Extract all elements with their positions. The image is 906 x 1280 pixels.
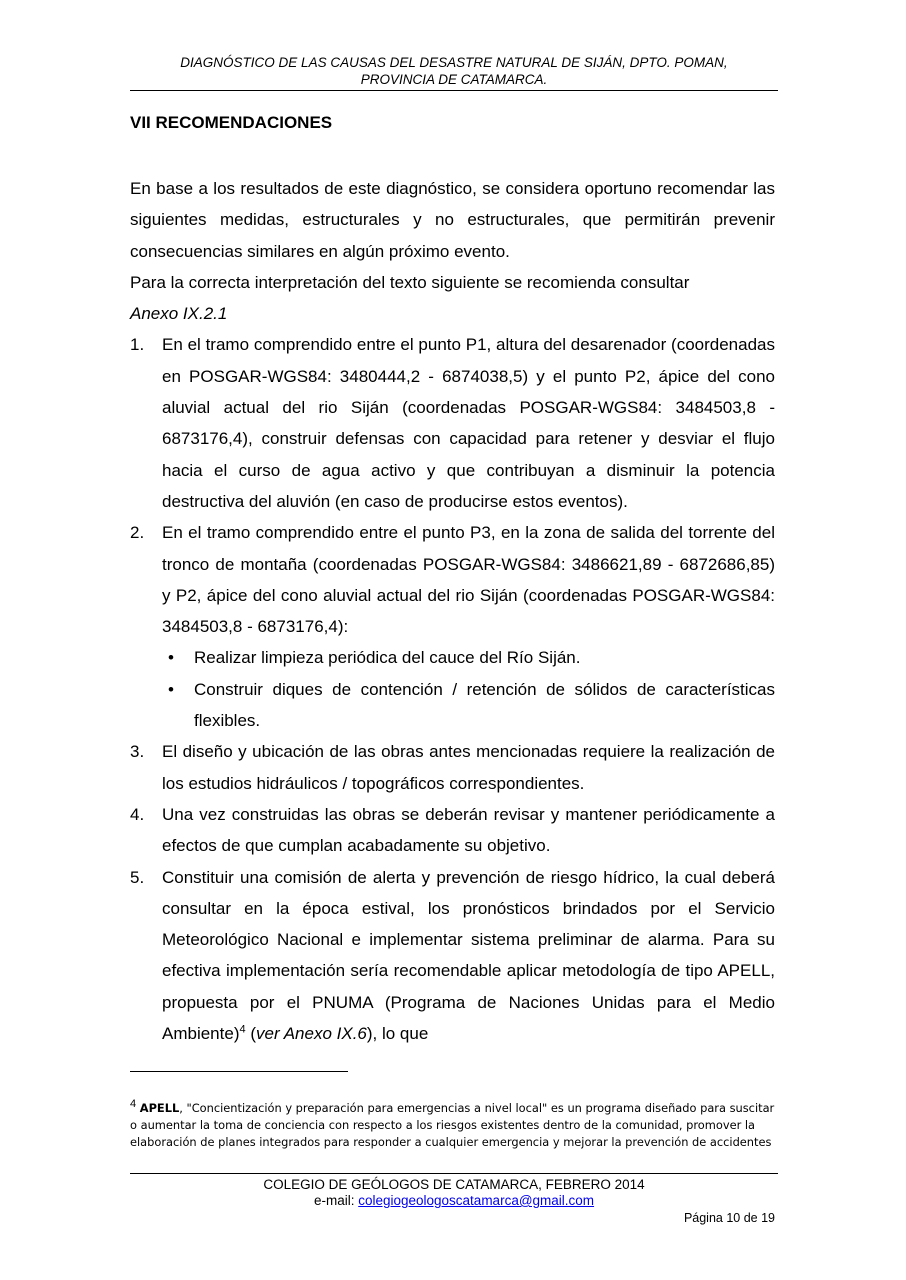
footer-divider xyxy=(130,1173,778,1174)
item-text-end: ), lo que xyxy=(366,1024,429,1044)
bullet-item xyxy=(162,674,775,737)
bullet-text: Construir diques de contención / retención de sólidos de características flexibles. xyxy=(194,679,775,731)
annex-reference-text: Para la correcta interpretación del texto siguiente se recomienda consultar xyxy=(130,272,690,292)
body-text xyxy=(130,173,775,1049)
item-text-cont: ( xyxy=(245,1024,256,1044)
bullet-list xyxy=(162,642,775,736)
section-title: VII RECOMENDACIONES xyxy=(130,113,333,132)
item-text: Constituir una comisión de alerta y prevención de riesgo hídrico, la cual deberá consultar en la época estival, los pronósticos brindados por el Servicio Meteorológico Nacional e implementar sistema preliminar de alarma. Para su efectiva implementación sería recomendable aplicar metodología de tipo APELL, propuesta por el PNUMA (Programa de Naciones Unidas para el Medio Ambiente) xyxy=(162,867,775,1044)
item-text: En el tramo comprendido entre el punto P3, en la zona de salida del torrente del tronco de montaña (coordenadas POSGAR-WGS84: 3486621,89 - 6872686,85) y P2, ápice del cono aluvial actual del rio Siján (coordenadas POSGAR-WGS84: 3484503,8 - 6873176,4): xyxy=(162,523,775,637)
footnote xyxy=(130,1100,775,1151)
page-footer xyxy=(130,1177,778,1209)
email-link[interactable]: colegiogeologoscatamarca@gmail.com xyxy=(358,1193,595,1208)
header-line-1: DIAGNÓSTICO DE LAS CAUSAS DEL DESASTRE NATURAL DE SIJÁN, DPTO. POMAN, xyxy=(180,55,728,70)
bullet-icon: • xyxy=(168,679,174,699)
intro-paragraph: En base a los resultados de este diagnóstico, se considera oportuno recomendar las siguientes medidas, estructurales y no estructurales, que permitirán prevenir consecuencias similares en algún próximo evento. xyxy=(130,179,775,261)
footnote-number: 4 xyxy=(130,1098,137,1111)
item-number: 1. xyxy=(130,335,145,355)
annex-reference-paragraph xyxy=(130,267,775,330)
list-item xyxy=(130,799,775,862)
footnote-term: APELL xyxy=(139,1101,180,1115)
header-line-2: PROVINCIA DE CATAMARCA. xyxy=(360,72,548,87)
footer-contact xyxy=(130,1193,778,1209)
item-number: 4. xyxy=(130,804,145,824)
list-item xyxy=(130,329,775,517)
footnote-marker: 4 xyxy=(239,1023,246,1036)
page-number: Página 10 de 19 xyxy=(683,1211,775,1225)
list-item xyxy=(130,736,775,799)
list-item xyxy=(130,517,775,736)
footnote-text: , "Concientización y preparación para emergencias a nivel local" es un programa diseñado para suscitar o aumentar la toma de conciencia con respecto a los riesgos existentes dentro de la comunidad, promover la elaboración de planes integrados para responder a cualquier emergencia y mejorar la prevención de accidentes xyxy=(130,1101,775,1149)
annex-reference: Anexo IX.2.1 xyxy=(130,304,228,324)
item-text: Una vez construidas las obras se deberán revisar y mantener periódicamente a efectos de que cumplan acabadamente su objetivo. xyxy=(162,804,775,856)
list-item xyxy=(130,862,775,1050)
item-number: 5. xyxy=(130,867,145,887)
item-number: 2. xyxy=(130,523,145,543)
header-divider xyxy=(130,90,778,91)
bullet-text: Realizar limpieza periódica del cauce del Río Siján. xyxy=(194,648,581,668)
bullet-item xyxy=(162,642,775,673)
item-text: El diseño y ubicación de las obras antes mencionadas requiere la realización de los estudios hidráulicos / topográficos correspondientes. xyxy=(162,742,775,793)
email-label: e-mail: xyxy=(313,1193,359,1208)
annex-reference-inline: ver Anexo IX.6 xyxy=(256,1024,367,1044)
footnote-divider xyxy=(130,1071,348,1072)
bullet-icon: • xyxy=(168,648,174,668)
recommendations-list xyxy=(130,329,775,1049)
item-number: 3. xyxy=(130,742,145,762)
page-header xyxy=(130,54,778,88)
footer-organization: COLEGIO DE GEÓLOGOS DE CATAMARCA, FEBRERO 2014 xyxy=(263,1177,645,1192)
item-text: En el tramo comprendido entre el punto P1, altura del desarenador (coordenadas en POSGAR-WGS84: 3480444,2 - 6874038,5) y el punto P2, ápice del cono aluvial actual del rio Siján (coordenadas POSGAR-WGS84: 3484503,8 - 6873176,4), construir defensas con capacidad para retener y desviar el flujo hacia el curso de agua activo y que contribuyan a disminuir la potencia destructiva del aluvión (en caso de producirse estos eventos). xyxy=(162,335,775,511)
